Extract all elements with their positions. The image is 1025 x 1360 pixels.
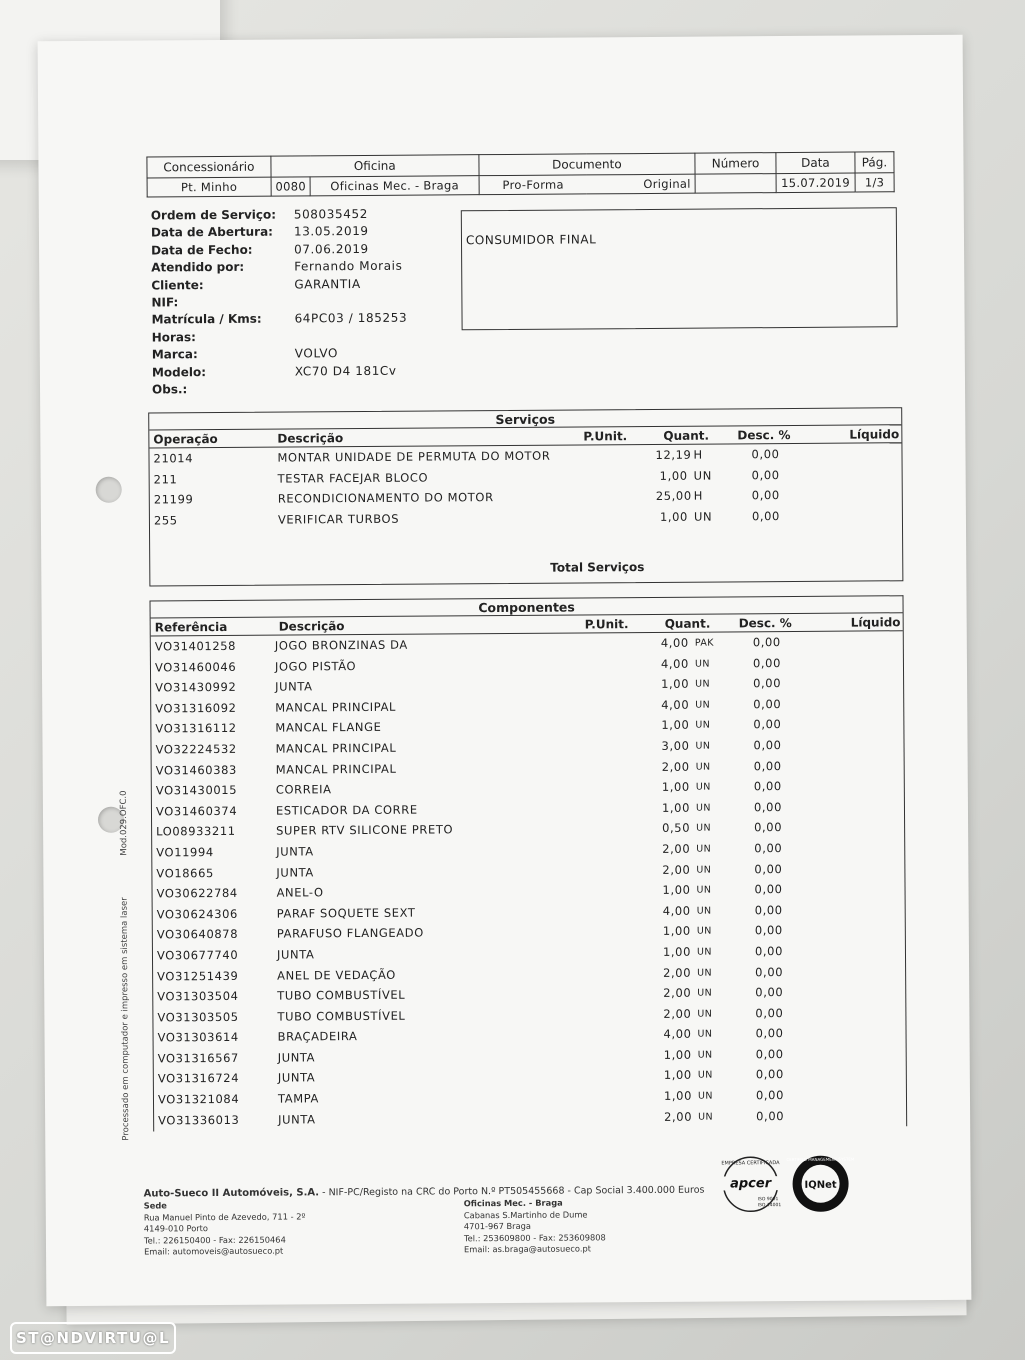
- row-discount: 0,00: [755, 1046, 784, 1062]
- iqnet-text: IQNet: [804, 1179, 837, 1191]
- row-code: VO31460383: [155, 762, 237, 777]
- row-description: VERIFICAR TURBOS: [277, 511, 400, 527]
- column-header: Desc. %: [737, 427, 791, 443]
- row-description: TAMPA: [277, 1091, 320, 1106]
- row-quantity: 4,00: [661, 697, 690, 712]
- row-quantity: 2,00: [663, 985, 692, 1000]
- row-unit: UN: [696, 822, 712, 835]
- services-title: Serviços: [149, 408, 901, 430]
- row-discount: 0,00: [753, 779, 782, 794]
- row-unit: UN: [693, 509, 713, 524]
- form-model-code: Mod.029.OFC.0: [118, 790, 130, 856]
- row-description: JUNTA: [277, 1050, 316, 1065]
- footer-line: Tel.: 253609800 - Fax: 253609808: [463, 1231, 606, 1243]
- row-discount: 0,00: [754, 820, 783, 835]
- footer-line: Tel.: 226150400 - Fax: 226150464: [143, 1234, 286, 1246]
- footer-line: Email: as.braga@autosueco.pt: [464, 1243, 591, 1255]
- row-description: TESTAR FACEJAR BLOCO: [277, 470, 429, 486]
- row-description: SUPER RTV SILICONE PRETO: [276, 822, 454, 838]
- info-label: Ordem de Serviço:: [150, 207, 277, 223]
- row-code: VO30622784: [156, 885, 238, 901]
- row-quantity: 4,00: [663, 1026, 692, 1042]
- row-description: JUNTA: [278, 1111, 316, 1127]
- row-unit: UN: [695, 761, 711, 773]
- row-unit: UN: [697, 1049, 713, 1061]
- header-label: Data: [776, 152, 855, 174]
- row-description: TUBO COMBUSTÍVEL: [277, 1008, 406, 1024]
- components-title: Componentes: [151, 596, 903, 618]
- oficina-name: Oficinas Mec. - Braga: [310, 176, 479, 196]
- punch-hole: [96, 477, 122, 503]
- row-quantity: 1,00: [663, 1068, 692, 1083]
- row-discount: 0,00: [753, 799, 783, 815]
- row-code: VO31460374: [155, 803, 238, 819]
- row-description: PARAF SOQUETE SEXT: [276, 905, 416, 921]
- row-quantity: 1,00: [661, 800, 691, 815]
- row-unit: UN: [697, 1090, 713, 1102]
- footer-line: 4701-967 Braga: [463, 1220, 532, 1232]
- row-discount: 0,00: [755, 985, 784, 1000]
- row-discount: 0,00: [754, 902, 783, 917]
- iso-14001-text: ISO 14001: [757, 1203, 782, 1209]
- row-quantity: 4,00: [662, 903, 691, 918]
- info-row: [151, 224, 407, 243]
- row-discount: 0,00: [751, 488, 780, 503]
- row-description: MANCAL PRINCIPAL: [275, 761, 397, 777]
- info-label: NIF:: [151, 295, 179, 310]
- document-header-table: [146, 151, 894, 197]
- column-header: Descrição: [277, 431, 344, 446]
- row-unit: UN: [697, 967, 713, 979]
- row-unit: UN: [696, 864, 712, 876]
- row-code: VO31430015: [155, 783, 238, 798]
- row-code: 255: [153, 513, 178, 528]
- info-row: [151, 276, 407, 295]
- row-discount: 0,00: [753, 696, 782, 712]
- column-header: Líquido: [849, 427, 900, 442]
- row-discount: 0,00: [751, 447, 780, 462]
- row-unit: UN: [697, 1008, 713, 1020]
- row-description: RECONDICIONAMENTO DO MOTOR: [277, 490, 494, 506]
- row-code: 211: [153, 471, 178, 487]
- row-discount: 0,00: [753, 676, 782, 691]
- column-header: Descrição: [278, 619, 345, 634]
- row-description: PARAFUSO FLANGEADO: [276, 925, 424, 941]
- info-label: Horas:: [151, 329, 196, 345]
- services-total-label: Total Serviços: [550, 560, 645, 575]
- row-code: VO30677740: [156, 947, 239, 963]
- info-label: Modelo:: [151, 364, 207, 379]
- row-description: JOGO BRONZINAS DA: [274, 637, 408, 653]
- row-code: VO18665: [156, 865, 214, 880]
- row-unit: UN: [698, 1111, 714, 1123]
- row-code: VO31316092: [155, 700, 237, 716]
- row-quantity: 1,00: [662, 924, 691, 939]
- row-quantity: 1,00: [662, 944, 692, 959]
- footer-line: 4149-010 Porto: [143, 1223, 209, 1234]
- row-quantity: 3,00: [661, 738, 690, 753]
- info-value: Fernando Morais: [294, 258, 403, 274]
- row-quantity: 1,00: [661, 676, 690, 692]
- row-unit: PAK: [694, 637, 714, 649]
- processed-note: Processado em computador e impresso em sistema laser: [119, 897, 132, 1141]
- row-code: VO31303504: [157, 988, 239, 1004]
- row-unit: UN: [696, 884, 712, 896]
- row-description: JUNTA: [276, 947, 315, 962]
- row-discount: 0,00: [753, 758, 782, 773]
- info-label: Marca:: [151, 347, 198, 362]
- row-discount: 0,00: [755, 1088, 785, 1103]
- column-header: P.Unit.: [583, 429, 628, 444]
- row-discount: 0,00: [753, 717, 782, 732]
- info-label: Data de Abertura:: [150, 224, 273, 240]
- row-quantity: 2,00: [662, 841, 691, 856]
- info-row: [152, 363, 408, 382]
- row-code: 21199: [153, 492, 194, 507]
- row-unit: UN: [695, 802, 711, 814]
- row-discount: 0,00: [755, 1026, 784, 1041]
- row-quantity: 25,00: [655, 488, 692, 504]
- row-quantity: 1,00: [661, 718, 690, 733]
- row-quantity: 0,50: [662, 821, 691, 836]
- row-code: VO31303505: [157, 1009, 239, 1025]
- row-quantity: 2,00: [662, 862, 691, 877]
- row-quantity: 1,00: [663, 1047, 692, 1062]
- row-unit: UN: [694, 658, 710, 670]
- row-description: CORREIA: [275, 782, 332, 797]
- row-code: VO31303614: [157, 1030, 239, 1045]
- row-code: VO31251439: [157, 968, 239, 983]
- row-quantity: 1,00: [661, 779, 690, 795]
- oficina-code: 0080: [271, 177, 311, 196]
- row-quantity: 1,00: [659, 509, 688, 524]
- column-header: Desc. %: [738, 615, 792, 631]
- footer-line: Sede: [143, 1200, 167, 1211]
- row-code: VO31430992: [155, 680, 237, 695]
- row-discount: 0,00: [754, 861, 783, 876]
- row-unit: UN: [695, 740, 711, 752]
- row-description: ANEL DE VEDAÇÃO: [277, 967, 396, 983]
- service-row: [150, 505, 902, 531]
- row-description: ANEL-O: [276, 885, 324, 900]
- apcer-text: apcer: [730, 1176, 772, 1192]
- company-info: - NIF-PC/Registo na CRC do Porto N.º PT505455668 - Cap Social 3.400.000 Euros: [319, 1184, 705, 1199]
- row-code: VO30640878: [156, 927, 239, 942]
- row-description: ESTICADOR DA CORRE: [275, 802, 418, 818]
- footer-workshop: [464, 1197, 606, 1255]
- info-label: Cliente:: [151, 277, 204, 293]
- footer-headquarters: [144, 1199, 306, 1258]
- header-label: Documento: [479, 153, 696, 176]
- row-unit: UN: [697, 1028, 713, 1040]
- row-description: JUNTA: [276, 844, 314, 859]
- company-name: Auto-Sueco II Automóveis, S.A.: [143, 1187, 320, 1200]
- row-description: TUBO COMBUSTÍVEL: [277, 987, 406, 1003]
- column-header: Líquido: [850, 615, 901, 630]
- row-discount: 0,00: [754, 923, 783, 938]
- row-quantity: 1,00: [663, 1088, 693, 1103]
- row-discount: 0,00: [752, 635, 781, 650]
- row-description: MANCAL FLANGE: [275, 720, 382, 735]
- row-description: JUNTA: [275, 679, 313, 694]
- header-label: Número: [695, 153, 776, 175]
- page-value: 1/3: [855, 173, 894, 192]
- component-row: [154, 1105, 906, 1131]
- info-value: XC70 D4 181Cv: [294, 363, 397, 378]
- row-quantity: 12,19: [655, 447, 692, 462]
- iqnet-logo: [786, 1154, 855, 1214]
- row-code: VO31316567: [157, 1050, 239, 1066]
- row-code: VO31401258: [154, 638, 237, 654]
- row-unit: UN: [695, 699, 711, 711]
- row-code: LO08933211: [156, 824, 236, 839]
- info-row: [151, 241, 407, 260]
- row-unit: H: [693, 488, 704, 503]
- standvirtual-watermark: ST@NDVIRTU@L: [10, 1322, 176, 1354]
- numero-value: [695, 174, 776, 194]
- row-description: JUNTA: [276, 864, 314, 880]
- footer-company: [144, 1185, 705, 1201]
- row-quantity: 4,00: [660, 656, 690, 671]
- row-description: BRAÇADEIRA: [277, 1029, 358, 1044]
- row-quantity: 2,00: [663, 965, 692, 980]
- row-quantity: 4,00: [660, 635, 689, 650]
- order-info: [151, 207, 408, 400]
- row-unit: UN: [695, 678, 711, 690]
- row-unit: H: [693, 447, 703, 462]
- row-unit: UN: [696, 905, 712, 917]
- header-label: Concessionário: [147, 156, 271, 178]
- row-code: VO32224532: [155, 741, 237, 757]
- row-discount: 0,00: [754, 882, 783, 897]
- row-quantity: 2,00: [661, 759, 690, 774]
- row-description: JUNTA: [277, 1070, 316, 1086]
- services-section: [148, 407, 903, 586]
- footer-line: Email: automoveis@autosueco.pt: [144, 1245, 284, 1257]
- row-quantity: 1,00: [659, 468, 688, 483]
- info-label: Atendido por:: [151, 259, 245, 275]
- row-discount: 0,00: [756, 1108, 785, 1123]
- column-header: Quant.: [663, 428, 710, 443]
- date-value: 15.07.2019: [776, 173, 855, 193]
- info-row: [151, 294, 407, 313]
- doc-type: Pro-Forma: [479, 175, 587, 195]
- iqnet-ring-text: CERTIFIED MANAGEMENT SYSTEM: [786, 1156, 855, 1163]
- info-row: [152, 381, 408, 400]
- row-code: VO30624306: [156, 906, 238, 922]
- row-discount: 0,00: [755, 1067, 784, 1082]
- services-rows: [149, 443, 902, 531]
- row-discount: 0,00: [751, 508, 780, 524]
- iso-9001-text: ISO 9001: [757, 1197, 779, 1203]
- row-discount: 0,00: [751, 467, 780, 482]
- header-label: Oficina: [271, 155, 479, 177]
- footer-line: Cabanas S.Martinho de Dume: [463, 1208, 588, 1220]
- row-description: JOGO PISTÃO: [274, 658, 357, 674]
- row-unit: UN: [696, 925, 712, 937]
- row-code: VO31321084: [157, 1091, 240, 1107]
- components-rows: [151, 631, 906, 1130]
- info-row: [152, 328, 408, 347]
- column-header: Referência: [154, 619, 228, 635]
- info-label: Obs.:: [151, 382, 188, 397]
- column-header: Quant.: [664, 616, 711, 631]
- info-row: [151, 311, 407, 330]
- row-quantity: 1,00: [662, 882, 691, 898]
- row-discount: 0,00: [752, 655, 782, 670]
- info-value: VOLVO: [294, 346, 339, 361]
- column-header: P.Unit.: [584, 617, 629, 632]
- row-discount: 0,00: [754, 943, 784, 959]
- info-row: [151, 207, 407, 226]
- doc-original: Original: [587, 174, 695, 194]
- info-value: 64PC03 / 185253: [294, 311, 408, 326]
- row-unit: UN: [693, 468, 712, 483]
- client-box: [461, 207, 898, 330]
- footer-line: Rua Manuel Pinto de Azevedo, 711 - 2º: [143, 1210, 306, 1223]
- apcer-logo: [715, 1154, 785, 1216]
- info-value: 508035452: [293, 206, 368, 222]
- row-code: VO31316724: [157, 1071, 240, 1086]
- row-unit: UN: [695, 781, 711, 793]
- row-quantity: 2,00: [664, 1109, 693, 1124]
- row-unit: UN: [697, 1070, 713, 1082]
- row-discount: 0,00: [754, 841, 783, 856]
- info-label: Matrícula / Kms:: [151, 312, 262, 327]
- apcer-top-text: EMPRESA CERTIFICADA: [721, 1160, 780, 1167]
- components-section: [150, 595, 908, 1131]
- row-code: VO11994: [156, 844, 214, 860]
- info-row: [152, 346, 408, 365]
- row-code: VO31316112: [155, 721, 237, 736]
- info-value: 13.05.2019: [293, 224, 369, 239]
- row-unit: UN: [697, 987, 713, 999]
- info-row: [151, 259, 407, 278]
- row-code: VO31336013: [158, 1112, 240, 1128]
- row-discount: 0,00: [753, 738, 782, 753]
- info-value: GARANTIA: [294, 276, 361, 292]
- info-value: 07.06.2019: [294, 241, 369, 257]
- header-label: Pág.: [855, 152, 894, 173]
- row-unit: UN: [696, 946, 712, 958]
- row-discount: 0,00: [755, 1005, 784, 1020]
- footer-line: Oficinas Mec. - Braga: [463, 1197, 563, 1209]
- column-header: Operação: [153, 431, 218, 447]
- client-name: CONSUMIDOR FINAL: [465, 232, 597, 248]
- row-description: MANCAL PRINCIPAL: [275, 699, 397, 715]
- concessionario-value: Pt. Minho: [147, 177, 271, 197]
- row-description: MONTAR UNIDADE DE PERMUTA DO MOTOR: [277, 448, 551, 465]
- row-unit: UN: [695, 719, 711, 732]
- invoice-page: [38, 35, 972, 1306]
- row-unit: UN: [696, 843, 712, 855]
- info-label: Data de Fecho:: [151, 242, 253, 258]
- row-code: VO31460046: [154, 659, 237, 675]
- row-description: MANCAL PRINCIPAL: [275, 740, 397, 756]
- row-discount: 0,00: [755, 964, 784, 979]
- row-quantity: 2,00: [663, 1006, 692, 1021]
- row-code: 21014: [153, 451, 194, 466]
